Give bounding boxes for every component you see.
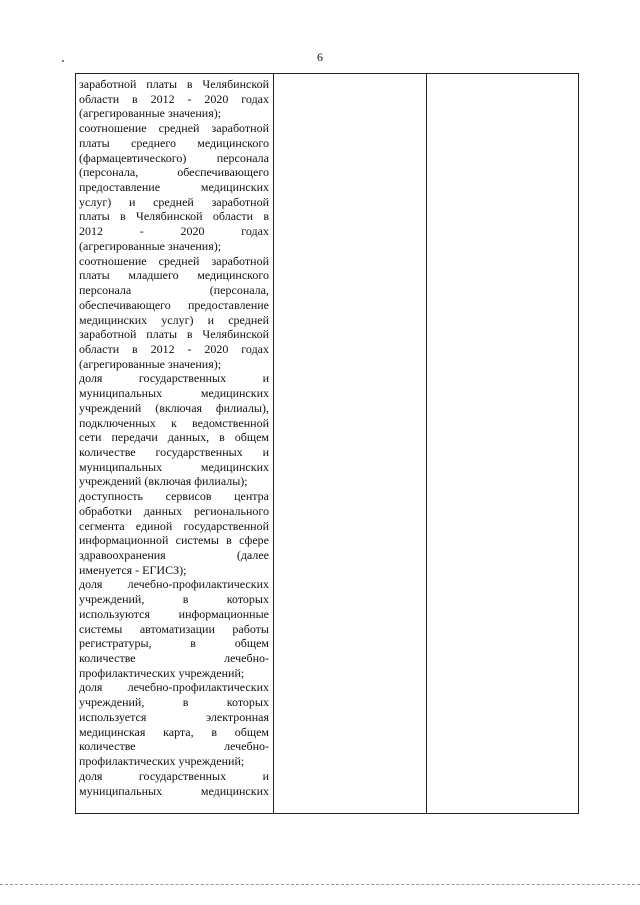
cell-line: профилактических учреждений; xyxy=(79,665,245,680)
cell-line: заработной платы в Челябинской xyxy=(79,327,269,342)
indicators-cell xyxy=(79,77,269,798)
cell-line: сегмента единой государственной xyxy=(79,518,269,533)
cell-line: сети передачи данных, в общем xyxy=(79,430,269,445)
page-number: 6 xyxy=(317,50,323,64)
cell-line: медицинская карта, в общем xyxy=(79,724,269,739)
cell-line: муниципальных медицинских xyxy=(79,386,269,401)
footer-rule xyxy=(0,884,640,885)
cell-line: доля лечебно-профилактических xyxy=(79,577,269,592)
cell-line: количестве лечебно- xyxy=(79,651,269,666)
cell-line: области в 2012 - 2020 годах xyxy=(79,91,269,106)
cell-line: используются информационные xyxy=(79,606,269,621)
cell-line: (агрегированные значения); xyxy=(79,356,222,371)
cell-line: учреждений (включая филиалы), xyxy=(79,400,269,415)
cell-line: информационной системы в сфере xyxy=(79,533,269,548)
cell-line: учреждений, в которых xyxy=(79,695,269,710)
cell-line: (персонала, обеспечивающего xyxy=(79,165,269,180)
cell-line: услуг) и средней заработной xyxy=(79,194,269,209)
cell-line: персонала (персонала, xyxy=(79,283,269,298)
cell-line: (агрегированные значения); xyxy=(79,238,222,253)
cell-line: количестве лечебно- xyxy=(79,739,269,754)
cell-line: учреждений, в которых xyxy=(79,592,269,607)
cell-line: учреждений (включая филиалы); xyxy=(79,474,248,489)
cell-line: платы в Челябинской области в xyxy=(79,209,269,224)
cell-line: обработки данных регионального xyxy=(79,503,269,518)
cell-line: именуется - ЕГИСЗ); xyxy=(79,562,187,577)
cell-line: соотношение средней заработной xyxy=(79,253,269,268)
cell-line: заработной платы в Челябинской xyxy=(79,77,269,91)
cell-line: количестве государственных и xyxy=(79,444,269,459)
cell-line: предоставление медицинских xyxy=(79,180,269,195)
cell-line: (агрегированные значения); xyxy=(79,106,222,121)
cell-line: доля лечебно-профилактических xyxy=(79,680,269,695)
cell-line: регистратуры, в общем xyxy=(79,636,269,651)
cell-line: доступность сервисов центра xyxy=(79,489,269,504)
cell-line: подключенных к ведомственной xyxy=(79,415,269,430)
column-divider-2 xyxy=(426,74,427,813)
document-table xyxy=(75,73,579,814)
cell-line: муниципальных медицинских xyxy=(79,459,269,474)
cell-line: здравоохранения (далее xyxy=(79,548,269,562)
cell-line: профилактических учреждений; xyxy=(79,754,245,769)
cell-line: 2012 - 2020 годах xyxy=(79,224,269,239)
cell-line: используется электронная xyxy=(79,709,269,724)
cell-line: (фармацевтического) персонала xyxy=(79,150,269,165)
cell-line: платы младшего медицинского xyxy=(79,268,269,283)
cell-line: доля государственных и xyxy=(79,371,269,386)
cell-line: области в 2012 - 2020 годах xyxy=(79,341,269,356)
cell-line: платы среднего медицинского xyxy=(79,135,269,150)
cell-line: доля государственных и xyxy=(79,768,269,783)
cell-line: обеспечивающего предоставление xyxy=(79,297,269,312)
cell-line: муниципальных медицинских xyxy=(79,783,269,798)
cell-line: системы автоматизации работы xyxy=(79,621,269,636)
column-divider-1 xyxy=(273,74,274,813)
cell-line: соотношение средней заработной xyxy=(79,121,269,136)
cell-line: медицинских услуг) и средней xyxy=(79,312,269,327)
scan-speck xyxy=(62,60,64,62)
